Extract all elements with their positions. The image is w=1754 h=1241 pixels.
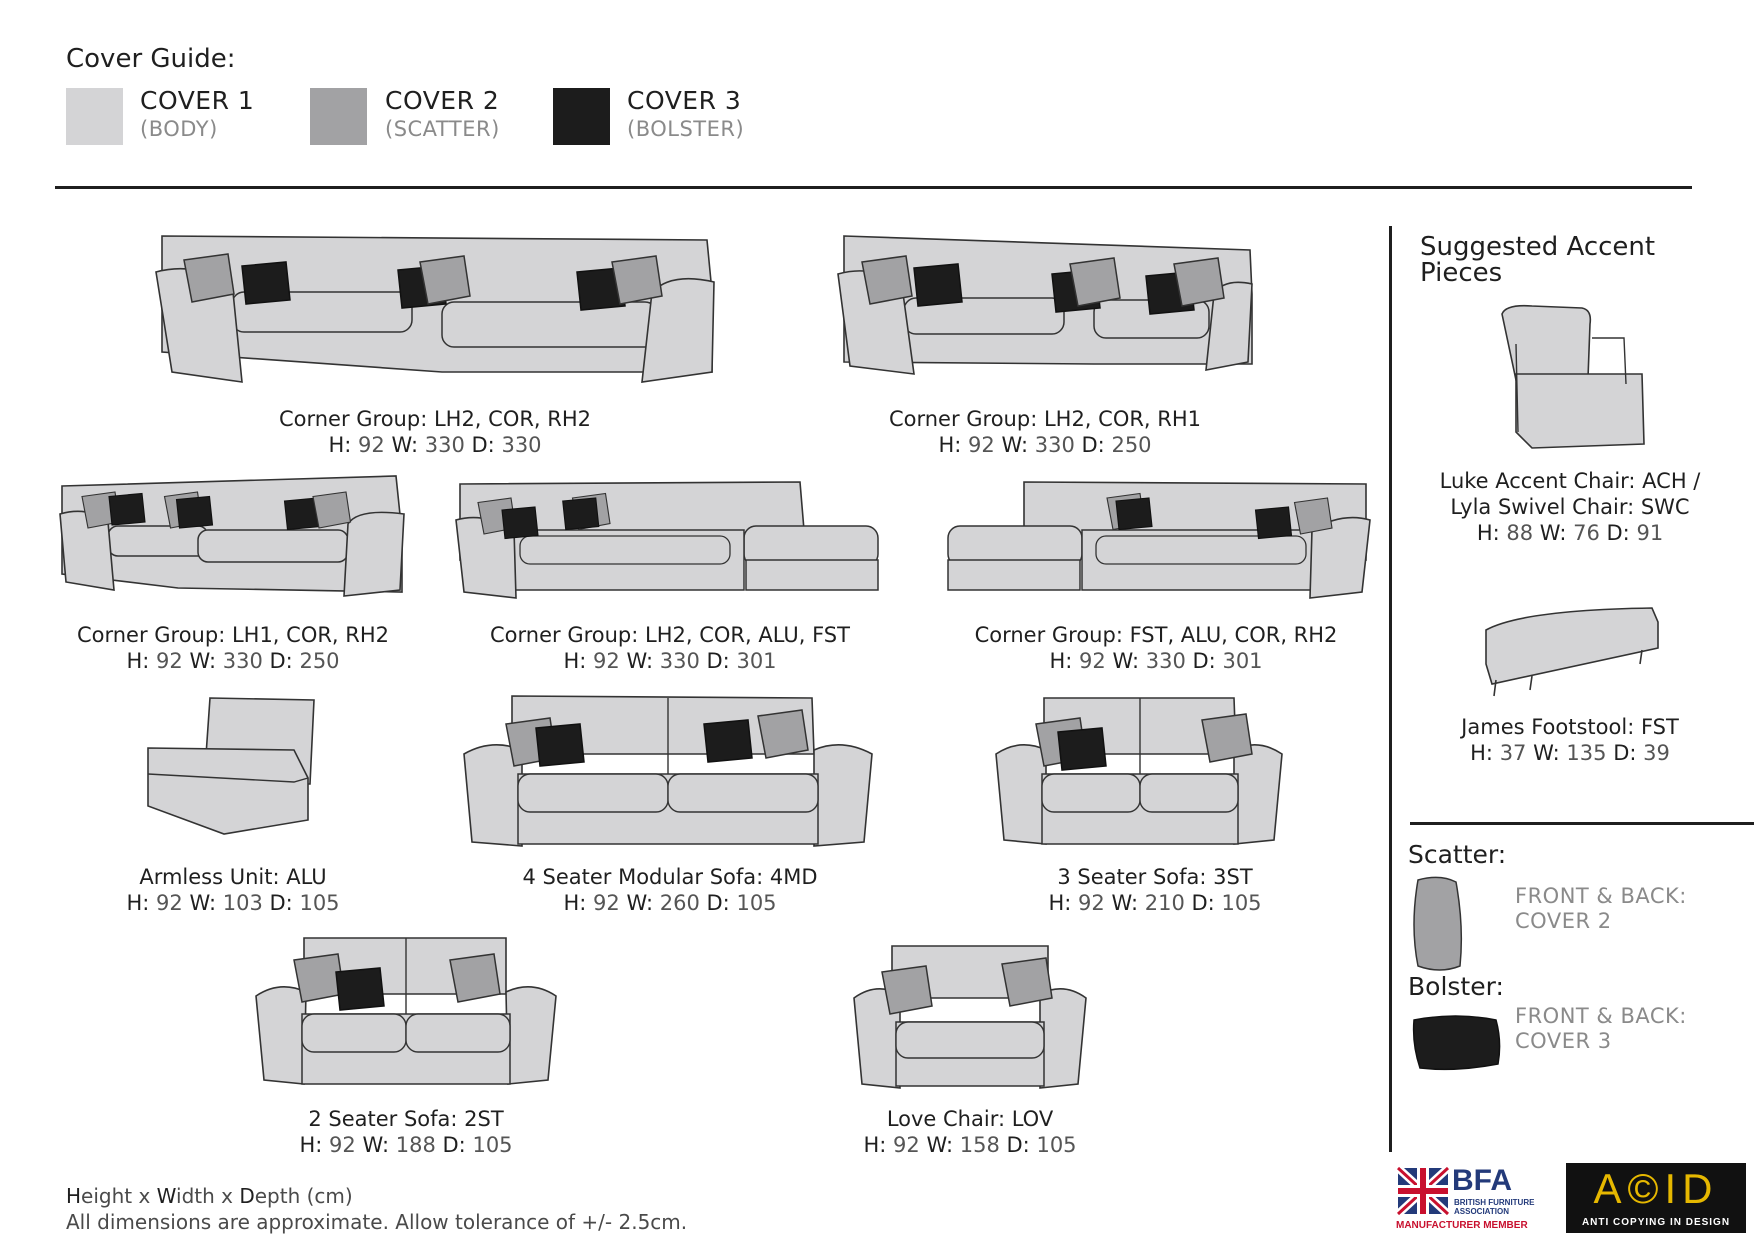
- corner-group-lh1-cor-rh2-label: [50, 622, 416, 674]
- bfa-logo: [1396, 1160, 1536, 1234]
- item-dims: H: 88 W: 76 D: 91: [1476, 521, 1664, 545]
- james-footstool-label: [1420, 714, 1720, 766]
- scatter-text-1: FRONT & BACK:: [1515, 884, 1687, 908]
- corner-group-fst-alu-cor-rh2-drawing: [942, 480, 1372, 610]
- bfa-sub-2: ASSOCIATION: [1454, 1207, 1509, 1216]
- item-dims: H: 92 W: 260 D: 105: [563, 891, 777, 915]
- item-dims: H: 92 W: 330 D: 250: [126, 649, 340, 673]
- bolster-title: Bolster:: [1408, 972, 1504, 1001]
- james-footstool-drawing: [1482, 604, 1662, 698]
- dimensions-key: Height x Width x Depth (cm): [66, 1184, 353, 1208]
- item-name-line2: Lyla Swivel Chair: SWC: [1450, 495, 1690, 519]
- love-chair-drawing: [852, 942, 1088, 1094]
- item-name-line1: Luke Accent Chair: ACH /: [1439, 469, 1701, 493]
- item-dims: H: 92 W: 188 D: 105: [299, 1133, 513, 1157]
- item-name: Corner Group: LH1, COR, RH2: [76, 623, 390, 647]
- item-dims: H: 92 W: 158 D: 105: [863, 1133, 1077, 1157]
- acid-main: A©ID: [1593, 1165, 1719, 1212]
- 2-seater-sofa-label: [270, 1106, 542, 1158]
- tolerance-note: All dimensions are approximate. Allow tolerance of +/- 2.5cm.: [66, 1210, 688, 1234]
- cover-guide-title: Cover Guide:: [66, 44, 236, 74]
- 3-seater-sofa-label: [1000, 864, 1310, 916]
- scatter-title: Scatter:: [1408, 840, 1507, 869]
- corner-group-lh2-cor-rh1-label: [840, 406, 1250, 458]
- item-name: Love Chair: LOV: [886, 1107, 1054, 1131]
- bfa-sub-1: BRITISH FURNITURE: [1454, 1198, 1535, 1207]
- scatter-cushion-icon: [1410, 876, 1466, 972]
- item-dims: H: 92 W: 330 D: 301: [1049, 649, 1263, 673]
- item-name: Corner Group: LH2, COR, RH2: [278, 407, 592, 431]
- love-chair-label: [840, 1106, 1100, 1158]
- acid-logo: [1566, 1163, 1746, 1233]
- acid-sub: ANTI COPYING IN DESIGN: [1581, 1217, 1731, 1228]
- item-name: 2 Seater Sofa: 2ST: [308, 1107, 504, 1131]
- cover-1-label: COVER 1: [140, 86, 255, 115]
- item-name-line1: James Footstool: FST: [1461, 715, 1679, 739]
- item-name: Corner Group: FST, ALU, COR, RH2: [974, 623, 1338, 647]
- cover-1-sub: (BODY): [140, 117, 218, 141]
- item-dims: H: 37 W: 135 D: 39: [1470, 741, 1670, 765]
- luke-accent-chair-label: [1420, 468, 1720, 546]
- item-dims: H: 92 W: 330 D: 250: [938, 433, 1152, 457]
- cover-2-label: COVER 2: [385, 86, 500, 115]
- item-dims: H: 92 W: 103 D: 105: [126, 891, 340, 915]
- legend-divider: [1410, 822, 1754, 825]
- 2-seater-sofa-drawing: [254, 934, 558, 1092]
- 4-seater-modular-sofa-drawing: [462, 694, 874, 850]
- accent-title: Suggested Accent Pieces: [1420, 232, 1656, 288]
- bfa-member: MANUFACTURER MEMBER: [1396, 1220, 1528, 1231]
- item-name: Corner Group: LH2, COR, RH1: [888, 407, 1202, 431]
- armless-unit-drawing: [144, 694, 320, 846]
- cover-3-sub: (BOLSTER): [627, 117, 745, 141]
- bolster-text-1: FRONT & BACK:: [1515, 1004, 1687, 1028]
- item-name: 3 Seater Sofa: 3ST: [1057, 865, 1253, 889]
- item-name: 4 Seater Modular Sofa: 4MD: [522, 865, 818, 889]
- armless-unit-label: [100, 864, 366, 916]
- item-name: Armless Unit: ALU: [139, 865, 327, 889]
- scatter-text-2: COVER 2: [1515, 909, 1612, 933]
- item-dims: H: 92 W: 210 D: 105: [1048, 891, 1262, 915]
- cover-2-swatch: [310, 88, 367, 145]
- cover-1-swatch: [66, 88, 123, 145]
- cover-2-sub: (SCATTER): [385, 117, 500, 141]
- corner-group-fst-alu-cor-rh2-label: [956, 622, 1356, 674]
- item-dims: H: 92 W: 330 D: 330: [328, 433, 542, 457]
- top-divider: [55, 186, 1692, 189]
- corner-group-lh1-cor-rh2-drawing: [58, 474, 408, 606]
- corner-group-lh2-cor-alu-fst-drawing: [454, 480, 884, 610]
- cover-3-swatch: [553, 88, 610, 145]
- bolster-text-2: COVER 3: [1515, 1029, 1612, 1053]
- corner-group-lh2-cor-rh1-drawing: [834, 234, 1254, 382]
- cover-3-label: COVER 3: [627, 86, 742, 115]
- side-divider: [1389, 226, 1392, 1152]
- corner-group-lh2-cor-rh2-label: [230, 406, 640, 458]
- 3-seater-sofa-drawing: [994, 694, 1284, 850]
- corner-group-lh2-cor-alu-fst-label: [470, 622, 870, 674]
- bfa-main: BFA: [1452, 1164, 1512, 1197]
- item-dims: H: 92 W: 330 D: 301: [563, 649, 777, 673]
- luke-accent-chair-drawing: [1492, 304, 1652, 452]
- item-name: Corner Group: LH2, COR, ALU, FST: [490, 623, 850, 647]
- 4-seater-modular-sofa-label: [480, 864, 860, 916]
- bolster-cushion-icon: [1410, 1014, 1502, 1072]
- corner-group-lh2-cor-rh2-drawing: [152, 232, 718, 392]
